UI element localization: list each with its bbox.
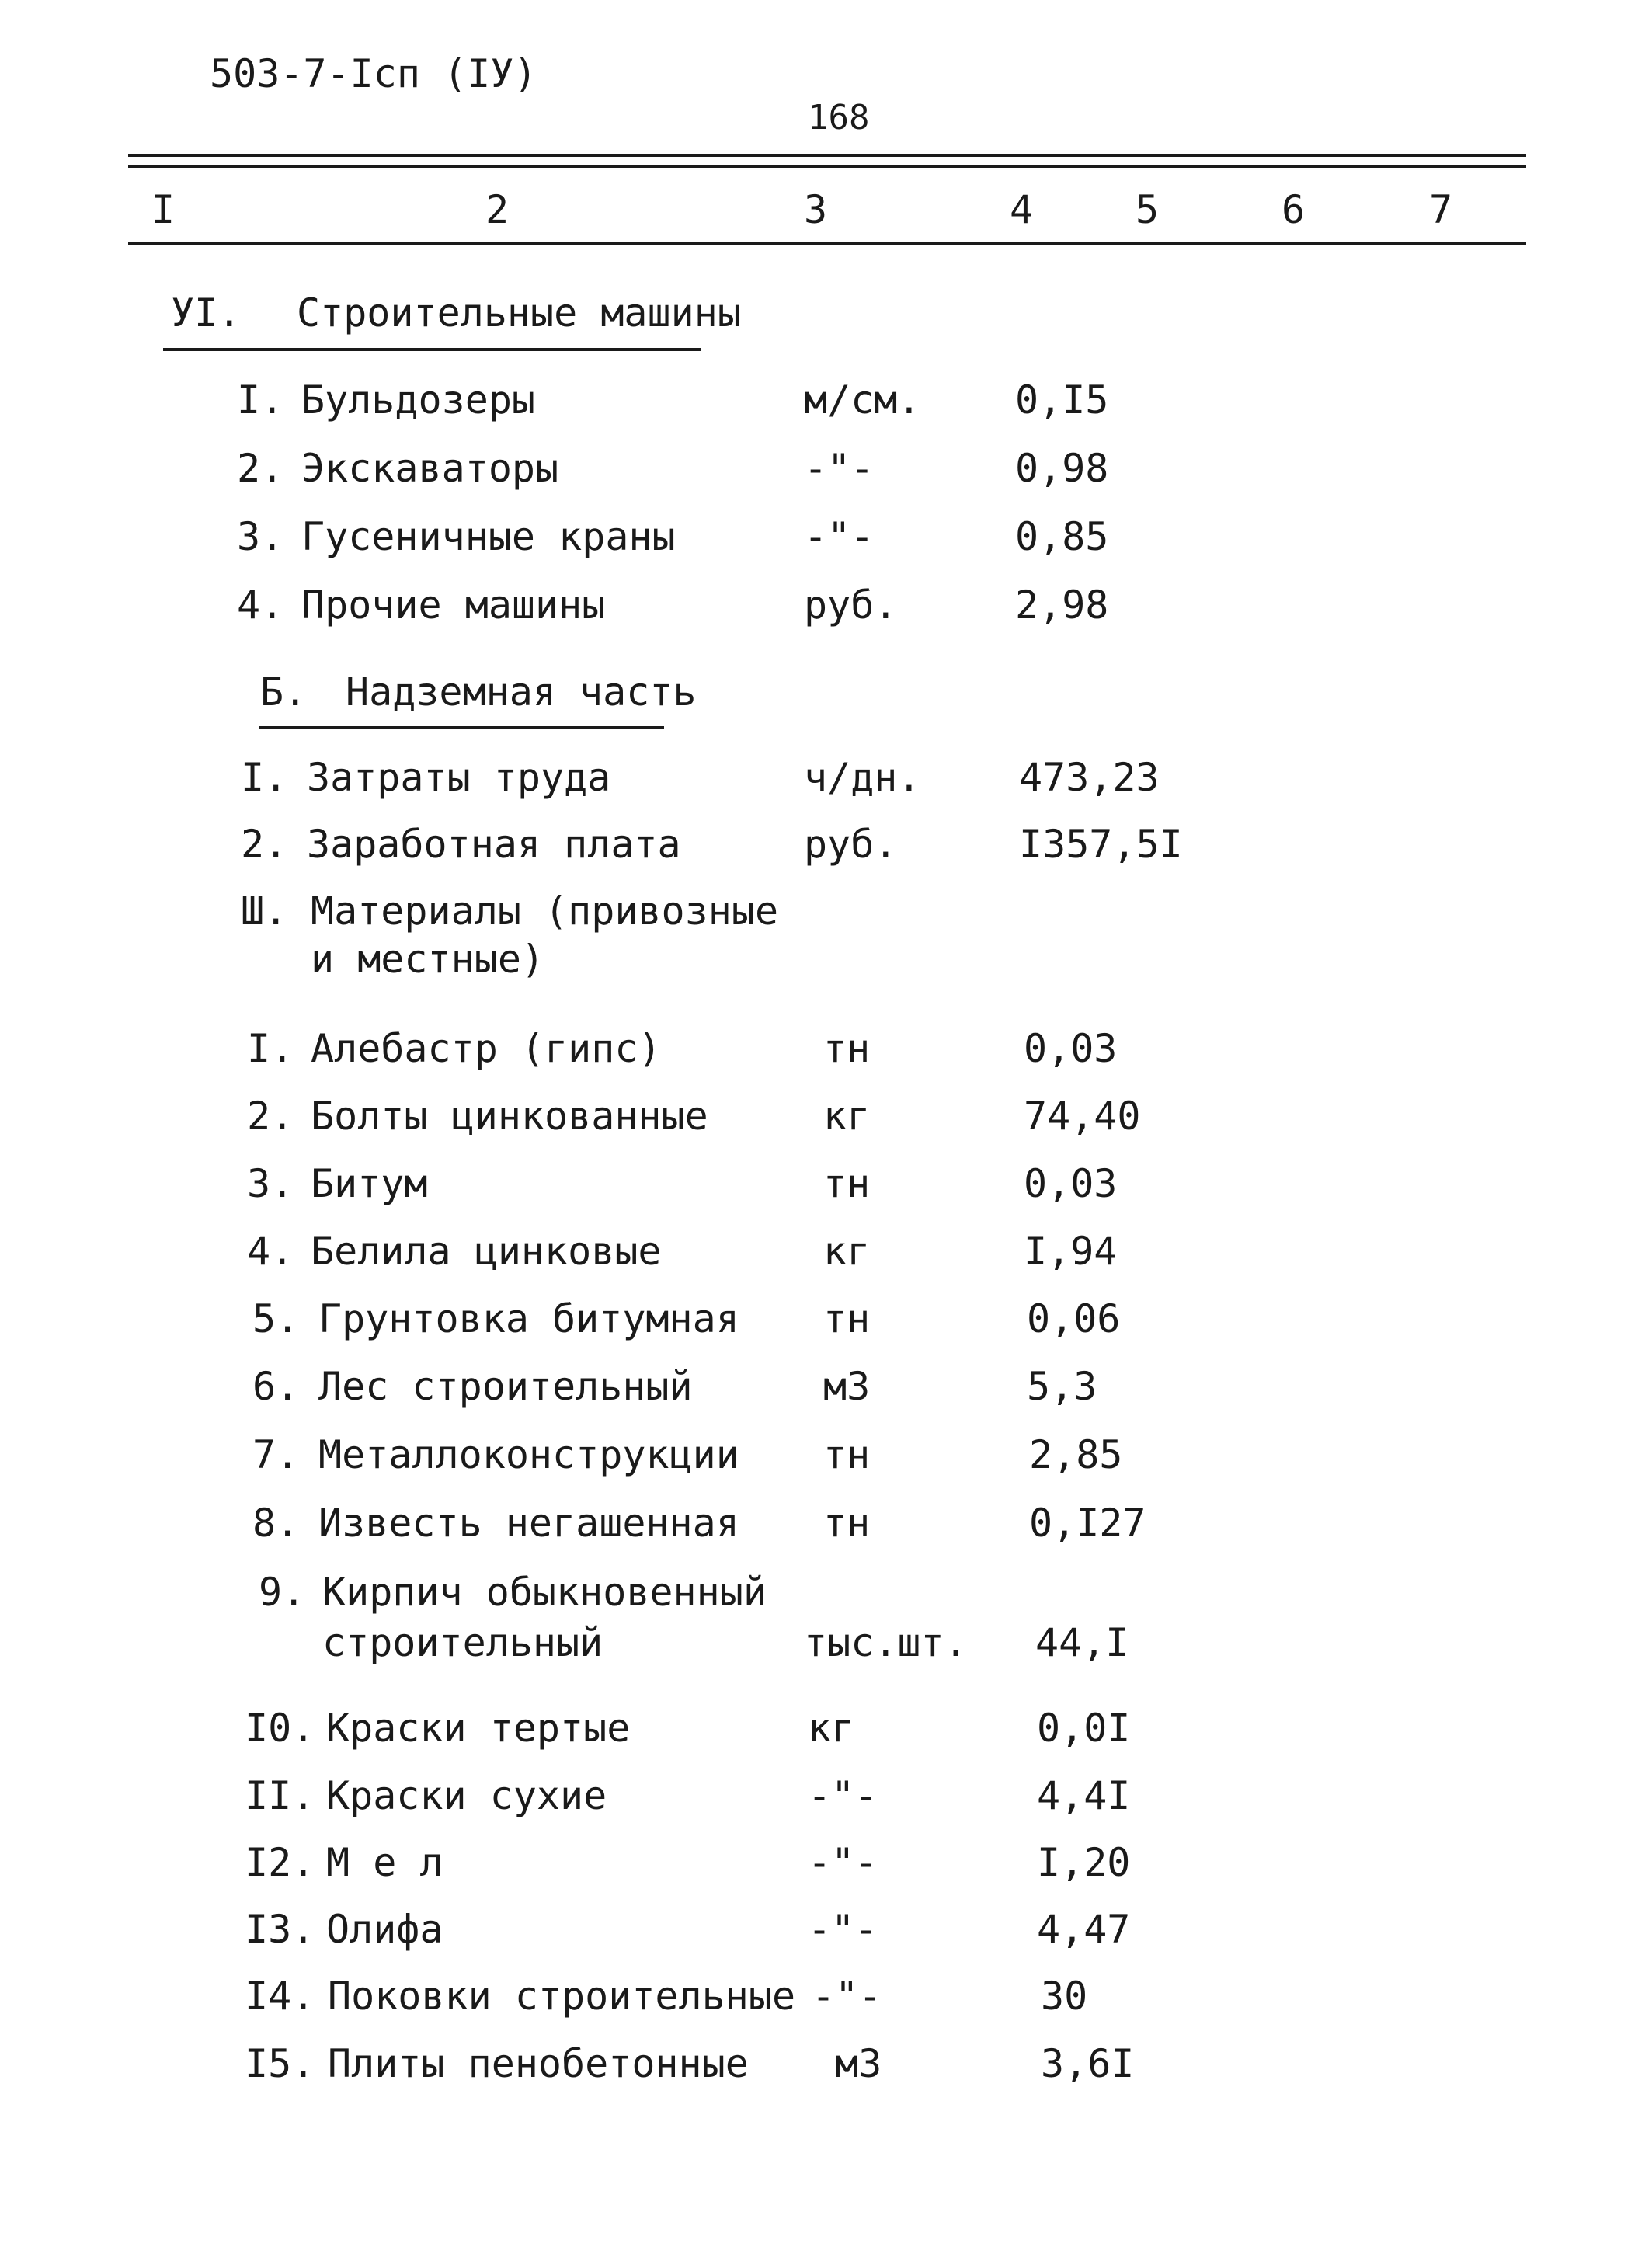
column-header-5: 5 — [1136, 187, 1160, 232]
list-item-number: 2. — [237, 446, 284, 491]
list-item-unit: -"- — [808, 1773, 878, 1818]
column-header-1: I — [151, 187, 176, 232]
list-item-value: 5,3 — [1027, 1364, 1097, 1409]
list-item-unit: -"- — [808, 1907, 878, 1952]
list-item-value: 0,85 — [1015, 514, 1109, 559]
list-item-number: II. — [245, 1773, 315, 1818]
list-item-number: I4. — [245, 1974, 315, 2019]
list-item-unit: руб. — [804, 583, 898, 628]
list-item-name: Бульдозеры — [301, 377, 536, 423]
list-item-value: 2,85 — [1029, 1432, 1123, 1477]
list-item-number: 6. — [252, 1364, 300, 1409]
section-b-underline — [259, 726, 664, 729]
list-item-name: Прочие машины — [301, 583, 606, 628]
list-item-number: 9. — [259, 1570, 306, 1615]
list-item-name-continued: строительный — [322, 1620, 603, 1665]
list-item-name: Лес строительный — [318, 1364, 693, 1409]
list-item-number: I5. — [245, 2041, 315, 2086]
list-item-value: 0,03 — [1024, 1026, 1118, 1071]
list-item-unit: тн — [823, 1026, 871, 1071]
list-item-name: Плиты пенобетонные — [328, 2041, 749, 2086]
list-item-number: 4. — [247, 1229, 294, 1274]
list-item-unit: тн — [823, 1296, 871, 1341]
list-item-unit: руб. — [804, 822, 898, 867]
list-item-number: 4. — [237, 583, 284, 628]
document-code: 503-7-Icп (IУ) — [210, 51, 537, 96]
list-item-unit: тн — [823, 1501, 871, 1546]
list-item-unit: тн — [823, 1161, 871, 1206]
list-item-value: 2,98 — [1015, 583, 1109, 628]
list-item-unit: тн — [823, 1432, 871, 1477]
list-item-name: Алебастр (гипс) — [311, 1026, 662, 1071]
list-item-number: I2. — [245, 1840, 315, 1885]
list-item-unit: -"- — [804, 514, 875, 559]
top-double-rule-1 — [128, 154, 1526, 157]
section-b-number: Б. — [260, 670, 308, 715]
list-item-value: 0,06 — [1027, 1296, 1121, 1341]
section-vi-title: Строительные машины — [297, 290, 741, 336]
list-item-value: 44,I — [1035, 1620, 1129, 1665]
list-item-name: Кирпич обыкновенный — [322, 1570, 767, 1615]
list-item-number: 3. — [247, 1161, 294, 1206]
list-item-number: 7. — [252, 1432, 300, 1477]
list-item-name: Краски тертые — [326, 1706, 631, 1751]
list-item-value: 0,0I — [1037, 1706, 1131, 1751]
list-item-value: I,20 — [1037, 1840, 1131, 1885]
column-header-3: 3 — [804, 187, 828, 232]
list-item-number: 5. — [252, 1296, 300, 1341]
list-item-value: 0,I27 — [1029, 1501, 1146, 1546]
list-item-name: Заработная плата — [307, 822, 681, 867]
list-item-number: 2. — [247, 1094, 294, 1139]
list-item-value: 3,6I — [1041, 2041, 1135, 2086]
list-item-unit: кг — [823, 1229, 871, 1274]
list-item-value: 0,03 — [1024, 1161, 1118, 1206]
list-item-name: Болты цинкованные — [311, 1094, 708, 1139]
list-item-name: Битум — [311, 1161, 428, 1206]
list-item-unit: кг — [808, 1706, 855, 1751]
list-item-name: М е л — [326, 1840, 443, 1885]
materials-heading-line1: Материалы (привозные — [311, 889, 779, 934]
list-item-name: Поковки строительные — [328, 1974, 796, 2019]
list-item-value: 30 — [1041, 1974, 1088, 2019]
list-item-number: I0. — [245, 1706, 315, 1751]
column-header-7: 7 — [1429, 187, 1453, 232]
list-item-number: 2. — [241, 822, 288, 867]
list-item-value: 74,40 — [1024, 1094, 1141, 1139]
list-item-value: 0,98 — [1015, 446, 1109, 491]
list-item-value: 4,4I — [1037, 1773, 1131, 1818]
materials-number: Ш. — [241, 889, 288, 934]
list-item-name: Краски сухие — [326, 1773, 607, 1818]
list-item-number: 3. — [237, 514, 284, 559]
column-header-6: 6 — [1282, 187, 1306, 232]
list-item-unit: м3 — [823, 1364, 871, 1409]
list-item-unit: тыс.шт. — [804, 1620, 968, 1665]
list-item-name: Затраты труда — [307, 755, 611, 800]
list-item-number: I. — [247, 1026, 294, 1071]
list-item-unit: ч/дн. — [804, 755, 921, 800]
list-item-number: I. — [241, 755, 288, 800]
list-item-name: Грунтовка битумная — [318, 1296, 739, 1341]
list-item-unit: -"- — [804, 446, 875, 491]
list-item-name: Металлоконструкции — [318, 1432, 739, 1477]
list-item-unit: кг — [823, 1094, 871, 1139]
column-header-2: 2 — [485, 187, 510, 232]
section-b-title: Надземная часть — [346, 670, 697, 715]
page-number: 168 — [808, 98, 870, 137]
list-item-value: 0,I5 — [1015, 377, 1109, 423]
header-bottom-rule — [128, 242, 1526, 245]
list-item-unit: -"- — [812, 1974, 882, 2019]
list-item-name: Известь негашенная — [318, 1501, 739, 1546]
list-item-number: I. — [237, 377, 284, 423]
section-vi-underline — [163, 348, 701, 351]
section-vi-number: УI. — [171, 290, 242, 336]
top-double-rule-2 — [128, 165, 1526, 168]
list-item-value: 4,47 — [1037, 1907, 1131, 1952]
list-item-number: I3. — [245, 1907, 315, 1952]
list-item-value: I,94 — [1024, 1229, 1118, 1274]
materials-heading-line2: и местные) — [311, 937, 545, 982]
list-item-unit: м/см. — [804, 377, 921, 423]
list-item-value: I357,5I — [1019, 822, 1183, 867]
list-item-name: Экскаваторы — [301, 446, 559, 491]
list-item-name: Гусеничные краны — [301, 514, 676, 559]
list-item-name: Белила цинковые — [311, 1229, 662, 1274]
list-item-unit: -"- — [808, 1840, 878, 1885]
list-item-number: 8. — [252, 1501, 300, 1546]
list-item-name: Олифа — [326, 1907, 443, 1952]
list-item-unit: м3 — [835, 2041, 882, 2086]
list-item-value: 473,23 — [1019, 755, 1160, 800]
column-header-4: 4 — [1010, 187, 1034, 232]
